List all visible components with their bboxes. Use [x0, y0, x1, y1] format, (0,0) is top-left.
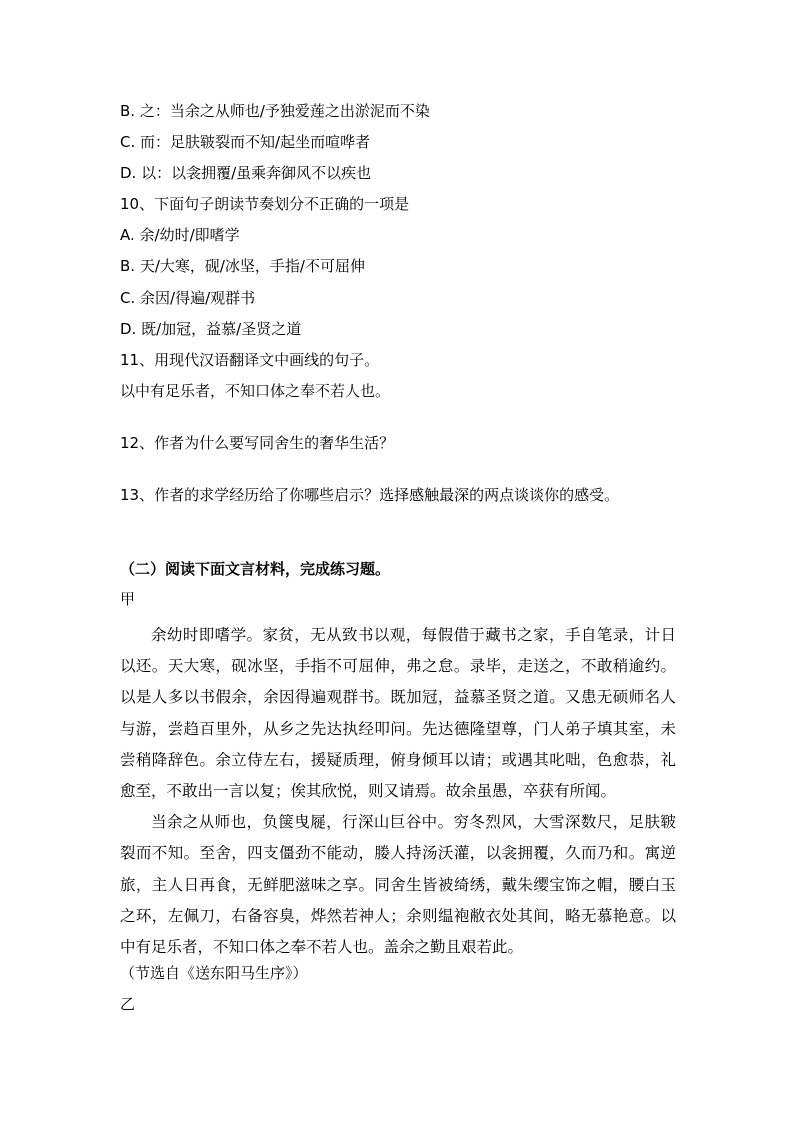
passage-label-yi: 乙: [120, 995, 136, 1013]
q10-option-c: C. 余因/得遍/观群书: [120, 289, 256, 307]
section-heading: （二）阅读下面文言材料，完成练习题。: [120, 560, 391, 578]
q9-option-d: D. 以：以衾拥覆/虽乘奔御风不以疾也: [120, 164, 372, 182]
passage-paragraph-1: 余幼时即嗜学。家贫，无从致书以观，每假借于藏书之家，手自笔录，计日以还。天大寒，砚冰坚，手指不可屈伸，弗之怠。录毕，走送之，不敢稍逾约。以是人多以书假余，余因得遍观群书。既加冠，益慕圣贤之道。又患无硕师名人与游，尝趋百里外，从乡之先达执经叩问。先达德隆望尊，门人弟子填其室，未尝稍降辞色。余立侍左右，援疑质理，俯身倾耳以请；或遇其叱咄，色愈恭，礼愈至，不敢出一言以复；俟其欣悦，则又请焉。故余虽愚，卒获有所闻。: [120, 626, 676, 801]
q10-option-a: A. 余/幼时/即嗜学: [120, 226, 240, 244]
passage-label-jia: 甲: [120, 590, 136, 608]
q12-stem: 12、作者为什么要写同舍生的奢华生活？: [120, 434, 395, 452]
q10-option-d: D. 既/加冠，益慕/圣贤之道: [120, 320, 302, 338]
q10-option-b: B. 天/大寒，砚/冰坚，手指/不可屈伸: [120, 257, 365, 275]
q9-option-b: B. 之：当余之从师也/予独爱莲之出淤泥而不染: [120, 102, 430, 120]
passage-paragraph-2: 当余之从师也，负箧曳屣，行深山巨谷中。穷冬烈风，大雪深数尺，足肤皲裂而不知。至舍，四支僵劲不能动，媵人持汤沃灌，以衾拥覆，久而乃和。寓逆旅，主人日再食，无鲜肥滋味之享。同舍生皆被绮绣，戴朱缨宝饰之帽，腰白玉之环，左佩刀，右备容臭，烨然若神人；余则缊袍敝衣处其间，略无慕艳意。以中有足乐者，不知口体之奉不若人也。盖余之勤且艰若此。: [120, 813, 676, 957]
passage-source: （节选自《送东阳马生序》）: [120, 964, 308, 982]
q11-stem: 11、用现代汉语翻译文中画线的句子。: [120, 351, 380, 369]
q9-option-c: C. 而：足肤皲裂而不知/起坐而喧哗者: [120, 133, 371, 151]
q10-stem: 10、下面句子朗读节奏划分不正确的一项是: [120, 195, 410, 213]
passage-jia: [120, 620, 676, 963]
q13-stem: 13、作者的求学经历给了你哪些启示？选择感触最深的两点谈谈你的感受。: [120, 486, 620, 504]
q11-sentence: 以中有足乐者，不知口体之奉不若人也。: [120, 382, 391, 400]
